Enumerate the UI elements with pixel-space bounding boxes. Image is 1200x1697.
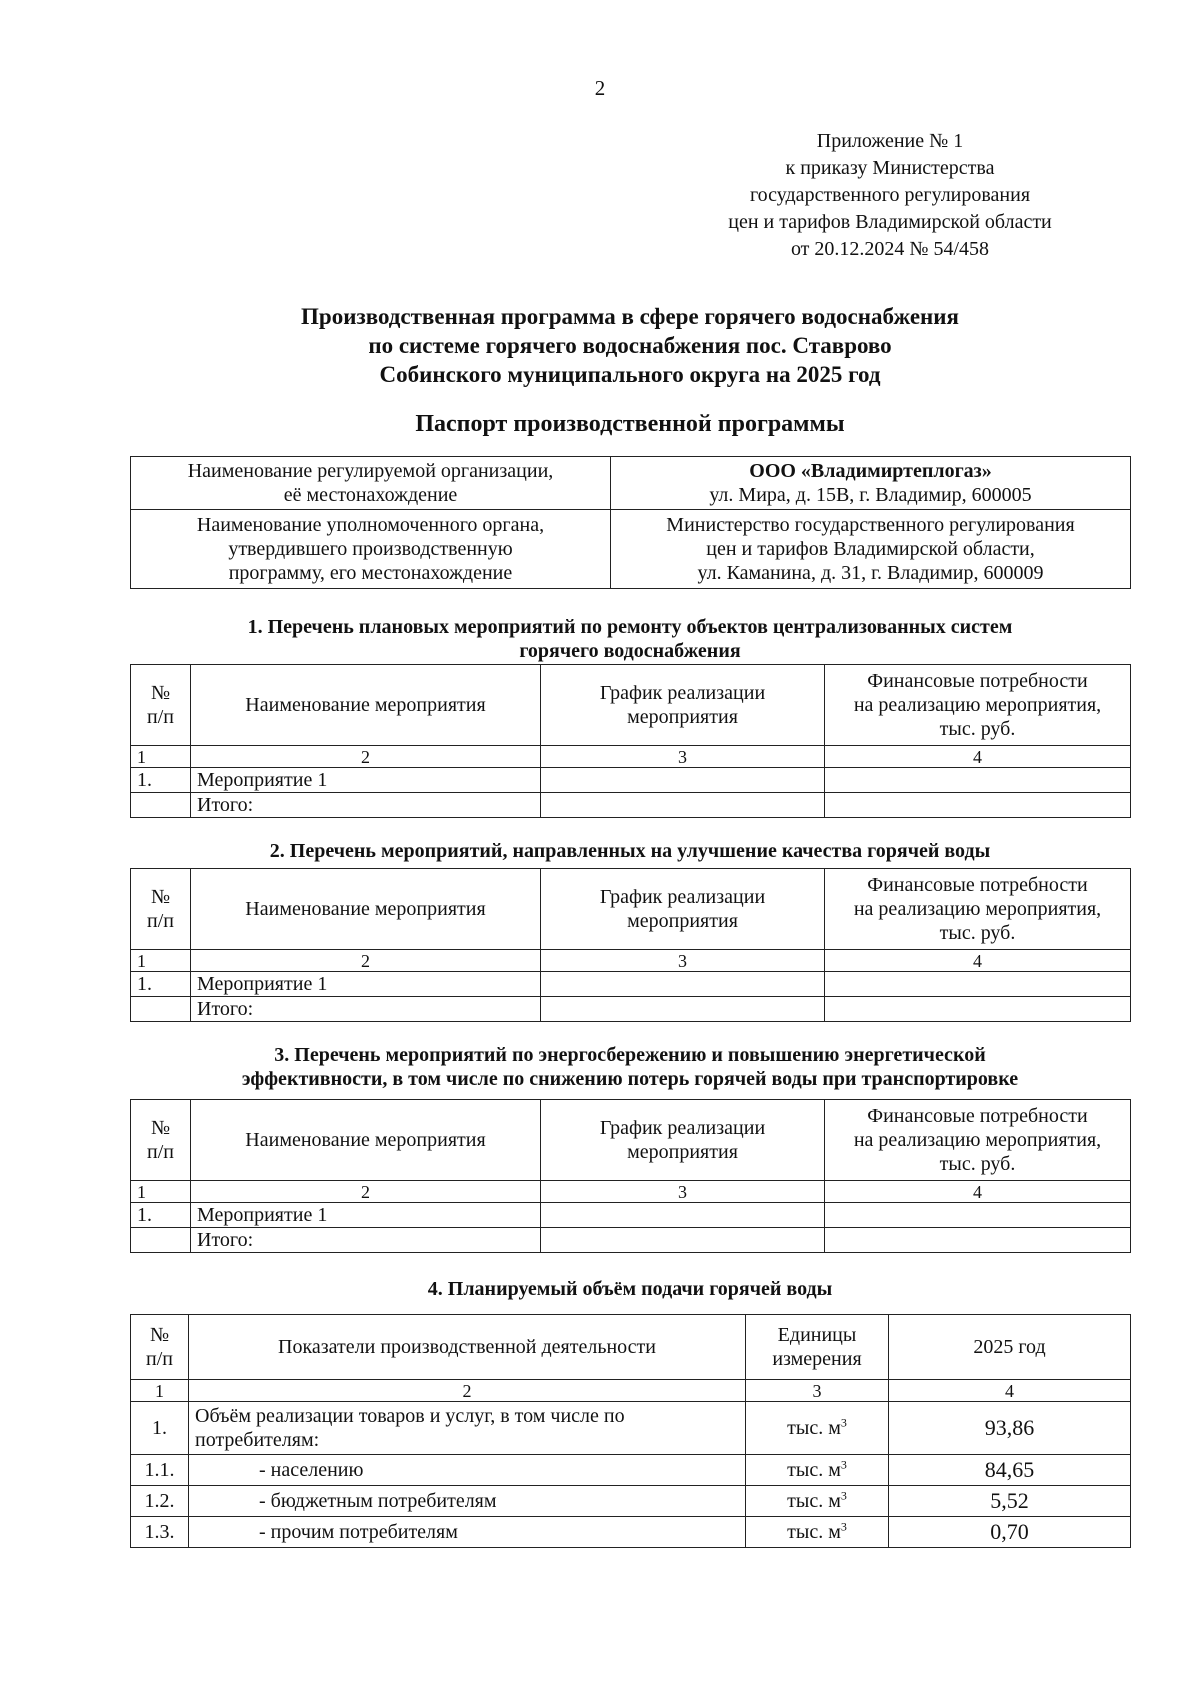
row-unit: тыс. $м^3$ [746, 1517, 889, 1548]
passport-org-label: Наименование регулируемой организации, её местонахождение [131, 457, 611, 510]
table-header-row [131, 1100, 1131, 1181]
name-header: Наименование мероприятия [191, 1100, 541, 1181]
row-schedule [541, 972, 825, 997]
passport-authority-value: Министерство государственного регулирования цен и тарифов Владимирской области, ул. Каманина, д. 31, г. Владимир, 600009 [611, 510, 1131, 589]
section-2-table [130, 868, 1131, 1022]
schedule-header: График реализации мероприятия [541, 869, 825, 950]
unit-header: Единицы измерения [746, 1315, 889, 1380]
section-3-title: 3. Перечень мероприятий по энергосбережению и повышению энергетической эффективности, в том числе по снижению потерь горячей воды при транспортировке [241, 1044, 1019, 1090]
table-row [131, 1402, 1131, 1455]
row-value: 93,86 [889, 1402, 1131, 1455]
row-value: 84,65 [889, 1455, 1131, 1486]
organization-address: ул. Мира, д. 15В, г. Владимир, 600005 [709, 484, 1032, 506]
program-title [130, 302, 1130, 389]
total-label: Итого: [191, 793, 541, 818]
column-number-row: 1 2 3 4 [131, 746, 1131, 768]
table-row [131, 972, 1131, 997]
total-label: Итого: [191, 1228, 541, 1253]
table-row [131, 768, 1131, 793]
appendix-line-1: Приложение № 1 [816, 130, 964, 152]
table-row [131, 1517, 1131, 1548]
row-indicator: - населению [189, 1455, 746, 1486]
row-number: 1. [131, 1203, 191, 1228]
page-number: 2 [594, 76, 606, 100]
organization-name: ООО «Владимиртеплогаз» [749, 460, 992, 482]
total-label: Итого: [191, 997, 541, 1022]
row-number: 1. [131, 768, 191, 793]
appendix-line-3: государственного регулирования [749, 184, 1031, 206]
row-unit: тыс. $м^3$ [746, 1402, 889, 1455]
section-4-title: 4. Планируемый объём подачи горячей воды [427, 1278, 833, 1300]
passport-table [130, 456, 1131, 589]
finance-header: Финансовые потребности на реализацию мероприятия, тыс. руб. [825, 1100, 1131, 1181]
row-schedule [541, 768, 825, 793]
schedule-header: График реализации мероприятия [541, 665, 825, 746]
section-2-title: 2. Перечень мероприятий, направленных на улучшение качества горячей воды [269, 840, 991, 862]
num-header: № п/п [131, 1100, 191, 1181]
num-header: № п/п [131, 665, 191, 746]
row-value: 5,52 [889, 1486, 1131, 1517]
name-header: Наименование мероприятия [191, 665, 541, 746]
row-finance [825, 1203, 1131, 1228]
schedule-header: График реализации мероприятия [541, 1100, 825, 1181]
total-row [131, 793, 1131, 818]
passport-heading: Паспорт производственной программы [415, 411, 845, 437]
passport-row-authority [131, 510, 1131, 589]
total-row [131, 1228, 1131, 1253]
section-1-table [130, 664, 1131, 818]
table-header-row [131, 1315, 1131, 1380]
row-finance [825, 768, 1131, 793]
program-title-line-1: Производственная программа в сфере горячего водоснабжения [301, 304, 959, 329]
program-title-line-3: Собинского муниципального округа на 2025 год [379, 362, 881, 387]
row-number: 1.3. [131, 1517, 189, 1548]
table-header-row [131, 869, 1131, 950]
table-row [131, 1455, 1131, 1486]
column-number-row: 1 2 3 4 [131, 1181, 1131, 1203]
column-number-row: 1 2 3 4 [131, 950, 1131, 972]
section-3-table [130, 1099, 1131, 1253]
row-indicator: Объём реализации товаров и услуг, в том числе по потребителям: [189, 1402, 746, 1455]
passport-row-organization [131, 457, 1131, 510]
finance-header: Финансовые потребности на реализацию мероприятия, тыс. руб. [825, 869, 1131, 950]
section-1-title: 1. Перечень плановых мероприятий по ремонту объектов централизованных систем горячего водоснабжения [247, 616, 1013, 662]
year-header: 2025 год [889, 1315, 1131, 1380]
row-name: Мероприятие 1 [191, 768, 541, 793]
table-row [131, 1486, 1131, 1517]
row-value: 0,70 [889, 1517, 1131, 1548]
row-indicator: - прочим потребителям [189, 1517, 746, 1548]
appendix-line-5: от 20.12.2024 № 54/458 [790, 238, 990, 260]
row-name: Мероприятие 1 [191, 972, 541, 997]
table-header-row [131, 665, 1131, 746]
indicator-header: Показатели производственной деятельности [189, 1315, 746, 1380]
passport-authority-label: Наименование уполномоченного органа, утвердившего производственную программу, его местонахождение [131, 510, 611, 589]
row-number: 1.1. [131, 1455, 189, 1486]
row-finance [825, 972, 1131, 997]
appendix-line-4: цен и тарифов Владимирской области [728, 211, 1052, 233]
row-unit: тыс. $м^3$ [746, 1455, 889, 1486]
row-schedule [541, 1203, 825, 1228]
passport-org-value [611, 457, 1131, 510]
section-4-table [130, 1314, 1131, 1548]
row-name: Мероприятие 1 [191, 1203, 541, 1228]
column-number-row: 1 2 3 4 [131, 1380, 1131, 1402]
row-number: 1. [131, 1402, 189, 1455]
program-title-line-2: по системе горячего водоснабжения пос. Ставрово [368, 333, 892, 358]
row-number: 1. [131, 972, 191, 997]
num-header: № п/п [131, 1315, 189, 1380]
row-indicator: - бюджетным потребителям [189, 1486, 746, 1517]
num-header: № п/п [131, 869, 191, 950]
row-unit: тыс. $м^3$ [746, 1486, 889, 1517]
name-header: Наименование мероприятия [191, 869, 541, 950]
table-row [131, 1203, 1131, 1228]
appendix-block [680, 128, 1100, 263]
finance-header: Финансовые потребности на реализацию мероприятия, тыс. руб. [825, 665, 1131, 746]
appendix-line-2: к приказу Министерства [785, 157, 995, 179]
total-row [131, 997, 1131, 1022]
row-number: 1.2. [131, 1486, 189, 1517]
